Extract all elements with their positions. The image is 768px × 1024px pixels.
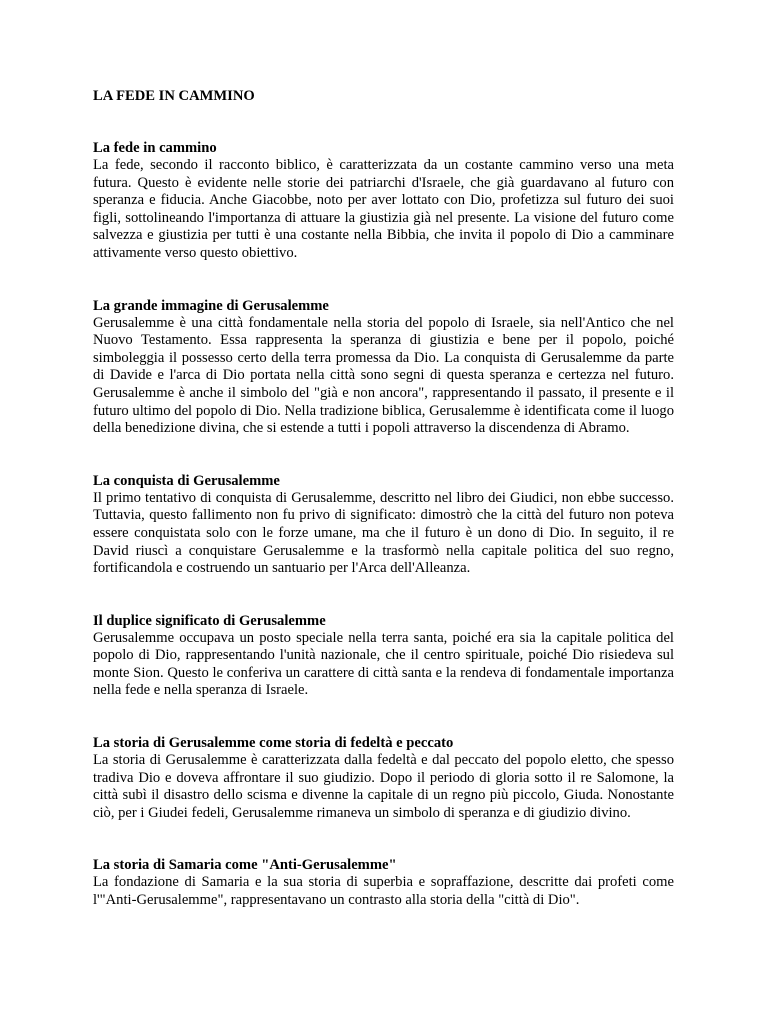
section-body: Gerusalemme è una città fondamentale nella storia del popolo di Israele, sia nell'Antico che nel Nuovo Testamento. Essa rappresenta la speranza di giustizia e bene per il popolo, poiché simboleggia il possesso certo della terra promessa da Dio. La conquista di Gerusalemme da parte di Davide e l'arca di Dio portata nella città sono segni di questa speranza e certezza nel futuro. Gerusalemme è anche il simbolo del "già e non ancora", rappresentando il passato, il presente e il futuro ultimo del popolo di Dio. Nella tradizione biblica, Gerusalemme è identificata come il luogo della benedizione divina, che si estende a tutti i popoli attraverso la discendenza di Abramo. xyxy=(93,314,674,437)
section-heading: La conquista di Gerusalemme xyxy=(93,472,280,489)
section-heading: La storia di Samaria come "Anti-Gerusalemme" xyxy=(93,857,397,874)
section-heading: La storia di Gerusalemme come storia di fedeltà e peccato xyxy=(93,735,454,752)
section-grande-immagine xyxy=(93,298,674,438)
section-conquista xyxy=(93,473,674,578)
section-body: La fede, secondo il racconto biblico, è caratterizzata da un costante cammino verso una meta futura. Questo è evidente nelle storie dei patriarchi d'Israele, che già guardavano al futuro con speranza e fiducia. Anche Giacobbe, noto per aver lottato con Dio, profetizza sul futuro dei suoi figli, sottolineando l'importanza di attuare la giustizia già nel presente. La visione del futuro come salvezza e giustizia per tutti è una costante nella Bibbia, che invita il popolo di Dio a camminare attivamente verso questo obiettivo. xyxy=(93,157,674,261)
section-samaria xyxy=(93,857,674,909)
section-fede-in-cammino xyxy=(93,140,674,263)
section-heading: Il duplice significato di Gerusalemme xyxy=(93,612,326,629)
section-fedelta-peccato xyxy=(93,735,674,822)
section-body: La fondazione di Samaria e la sua storia di superbia e sopraffazione, descritte dai profeti come l'"Anti-Gerusalemme", rappresentavano un contrasto alla storia della "città di Dio". xyxy=(93,874,674,909)
document-page xyxy=(93,87,674,945)
section-heading: La fede in cammino xyxy=(93,140,217,156)
section-heading: La grande immagine di Gerusalemme xyxy=(93,297,329,314)
document-title: LA FEDE IN CAMMINO xyxy=(93,88,255,104)
section-duplice-significato xyxy=(93,613,674,700)
section-body: Gerusalemme occupava un posto speciale nella terra santa, poiché era sia la capitale politica del popolo di Dio, rappresentando l'unità nazionale, che il centro spirituale, poiché Dio risiedeva sul monte Sion. Questo le conferiva un carattere di città santa e la rendeva di fondamentale importanza nella fede e nella speranza di Israele. xyxy=(93,629,674,699)
section-body: Il primo tentativo di conquista di Gerusalemme, descritto nel libro dei Giudici, non ebbe successo. Tuttavia, questo fallimento non fu privo di significato: dimostrò che la città del futuro non poteva essere conquistata solo con le forze umane, ma che il futuro è un dono di Dio. In seguito, il re David riuscì a conquistare Gerusalemme e la trasformò nella capitale politica del suo regno, fortificandola e costruendo un santuario per l'Arca dell'Alleanza. xyxy=(93,489,674,577)
section-body: La storia di Gerusalemme è caratterizzata dalla fedeltà e dal peccato del popolo eletto, che spesso tradiva Dio e doveva affrontare il suo giudizio. Dopo il periodo di gloria sotto il re Salomone, la città subì il disastro dello scisma e divenne la capitale di un regno più piccolo, Giuda. Nonostante ciò, per i Giudei fedeli, Gerusalemme rimaneva un simbolo di speranza e di giudizio divino. xyxy=(93,752,674,821)
